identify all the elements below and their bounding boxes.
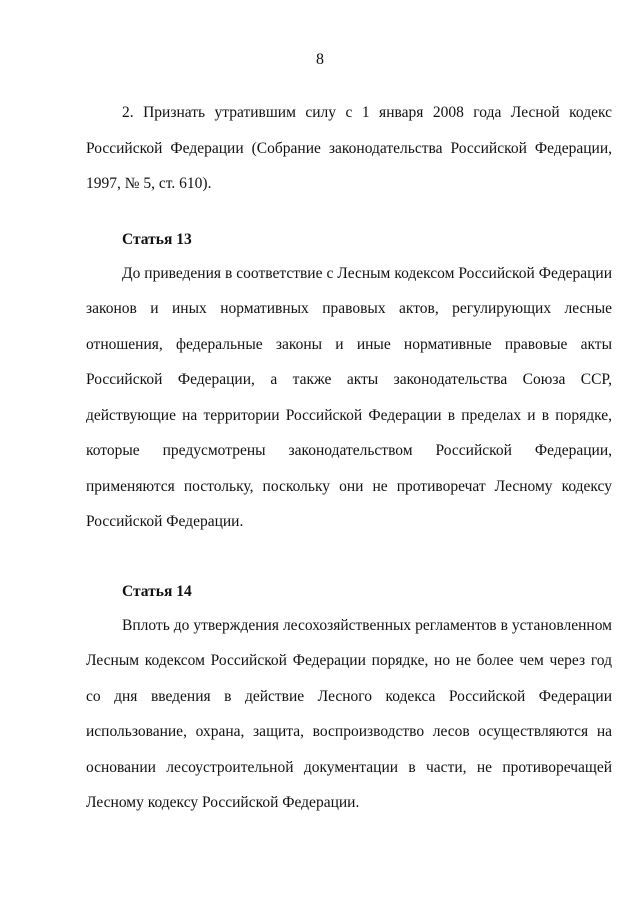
article-14-text: Вплоть до утверждения лесохозяйственных регламентов в установленном Лесным кодексом Российской Федерации порядке, но не более чем через год со дня введения в действие Лесного кодекса Российской Федерации использование, охрана, защита, воспроизводство лесов осуществляются на основании лесоустроительной документации в части, не противоречащей Лесному кодексу Российской Федерации. <box>86 616 612 811</box>
document-body <box>86 95 612 821</box>
article-14-heading: Статья 14 <box>122 582 192 600</box>
article-13-heading: Статья 13 <box>122 230 192 248</box>
article-13-text: До приведения в соответствие с Лесным кодексом Российской Федерации законов и иных нормативных правовых актов, регулирующих лесные отношения, федеральные законы и иные нормативные правовые акты Российской Федерации, а также акты законодательства Союза ССР, действующие на территории Российской Федерации в пределах и в порядке, которые предусмотрены законодательством Российской Федерации, применяются постольку, поскольку они не противоречат Лесному кодексу Российской Федерации. <box>86 264 612 530</box>
page-number: 8 <box>316 51 324 68</box>
article-12-item-2: 2. Признать утратившим силу с 1 января 2008 года Лесной кодекс Российской Федерации (Собрание законодательства Российской Федерации, 1997, № 5, ст. 610). <box>86 104 612 192</box>
